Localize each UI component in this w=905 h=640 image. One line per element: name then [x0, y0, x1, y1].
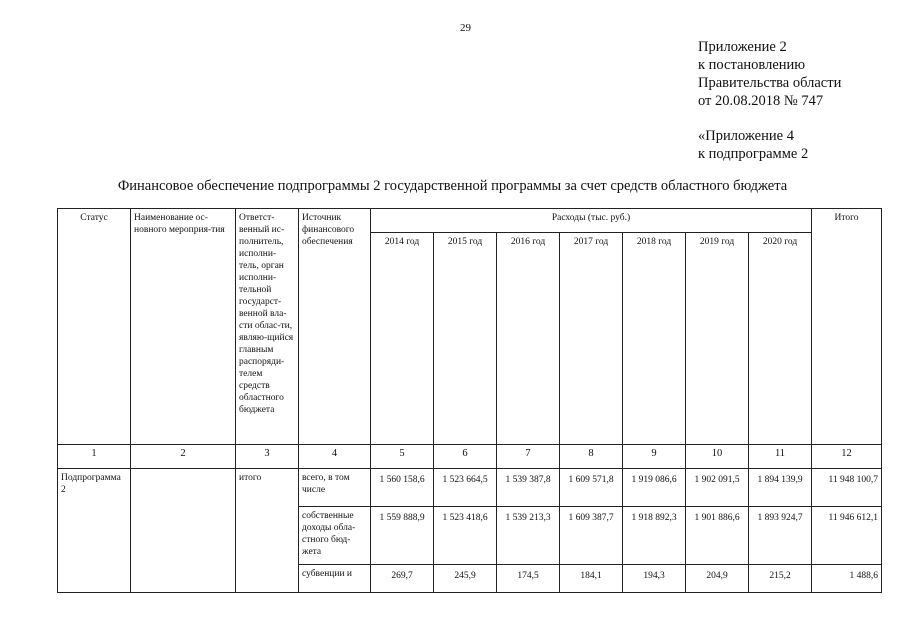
column-number: 2	[131, 445, 236, 469]
header-total: Итого	[812, 209, 882, 445]
appendix-sub-line: «Приложение 4	[698, 128, 794, 144]
row-value: 1 523 418,6	[434, 507, 497, 565]
row-value: 1 894 139,9	[749, 469, 812, 507]
header-year: 2014 год	[371, 233, 434, 445]
column-number: 7	[497, 445, 560, 469]
header-activity: Наименование ос-новного мероприя-тия	[131, 209, 236, 445]
header-year: 2016 год	[497, 233, 560, 445]
row-value: 194,3	[623, 565, 686, 593]
row-value: 204,9	[686, 565, 749, 593]
column-number: 6	[434, 445, 497, 469]
column-number: 9	[623, 445, 686, 469]
row-value: 184,1	[560, 565, 623, 593]
column-number: 5	[371, 445, 434, 469]
row-value: 1 559 888,9	[371, 507, 434, 565]
row-total: 1 488,6	[812, 565, 882, 593]
row-value: 1 523 664,5	[434, 469, 497, 507]
row-value: 1 539 387,8	[497, 469, 560, 507]
column-number: 12	[812, 445, 882, 469]
appendix-line: Приложение 2	[698, 39, 787, 55]
appendix-subheader	[698, 127, 808, 163]
header-executor: Ответст-венный ис-полнитель, исполни-тель, орган исполни-тельной государст-венной вла-сти облас-ти, являю-щийся главным распоряди-телем средств областного бюджета	[236, 209, 299, 445]
header-year: 2020 год	[749, 233, 812, 445]
row-value: 1 609 387,7	[560, 507, 623, 565]
row-total: 11 946 612,1	[812, 507, 882, 565]
table-row	[58, 469, 882, 507]
column-number: 8	[560, 445, 623, 469]
header-source: Источник финансового обеспечения	[299, 209, 371, 445]
row-value: 174,5	[497, 565, 560, 593]
column-number: 3	[236, 445, 299, 469]
column-number-row	[58, 445, 882, 469]
appendix-line: от 20.08.2018 № 747	[698, 93, 824, 109]
header-status: Статус	[58, 209, 131, 445]
row-value: 1 539 213,3	[497, 507, 560, 565]
header-year: 2019 год	[686, 233, 749, 445]
appendix-header	[698, 38, 841, 110]
column-number: 4	[299, 445, 371, 469]
row-value: 245,9	[434, 565, 497, 593]
appendix-line: Правительства области	[698, 75, 842, 91]
row-value: 215,2	[749, 565, 812, 593]
row-activity	[131, 469, 236, 593]
header-year: 2017 год	[560, 233, 623, 445]
row-status: Подпрограмма 2	[58, 469, 131, 593]
row-value: 269,7	[371, 565, 434, 593]
appendix-line: к постановлению	[698, 57, 806, 73]
header-expenses: Расходы (тыс. руб.)	[371, 209, 812, 233]
appendix-sub-line: к подпрограмме 2	[698, 146, 809, 162]
row-source: субвенции и	[299, 565, 371, 593]
row-value: 1 902 091,5	[686, 469, 749, 507]
header-year: 2018 год	[623, 233, 686, 445]
column-number: 10	[686, 445, 749, 469]
row-source: собственные доходы обла-стного бюд-жета	[299, 507, 371, 565]
page-number: 29	[460, 22, 471, 34]
row-value: 1 901 886,6	[686, 507, 749, 565]
row-source: всего, в том числе	[299, 469, 371, 507]
row-executor: итого	[236, 469, 299, 593]
row-value: 1 918 892,3	[623, 507, 686, 565]
row-total: 11 948 100,7	[812, 469, 882, 507]
row-value: 1 893 924,7	[749, 507, 812, 565]
financing-table	[57, 208, 882, 593]
column-number: 1	[58, 445, 131, 469]
document-title: Финансовое обеспечение подпрограммы 2 государственной программы за счет средств областного бюджета	[117, 178, 788, 194]
column-number: 11	[749, 445, 812, 469]
row-value: 1 560 158,6	[371, 469, 434, 507]
header-year: 2015 год	[434, 233, 497, 445]
row-value: 1 609 571,8	[560, 469, 623, 507]
row-value: 1 919 086,6	[623, 469, 686, 507]
